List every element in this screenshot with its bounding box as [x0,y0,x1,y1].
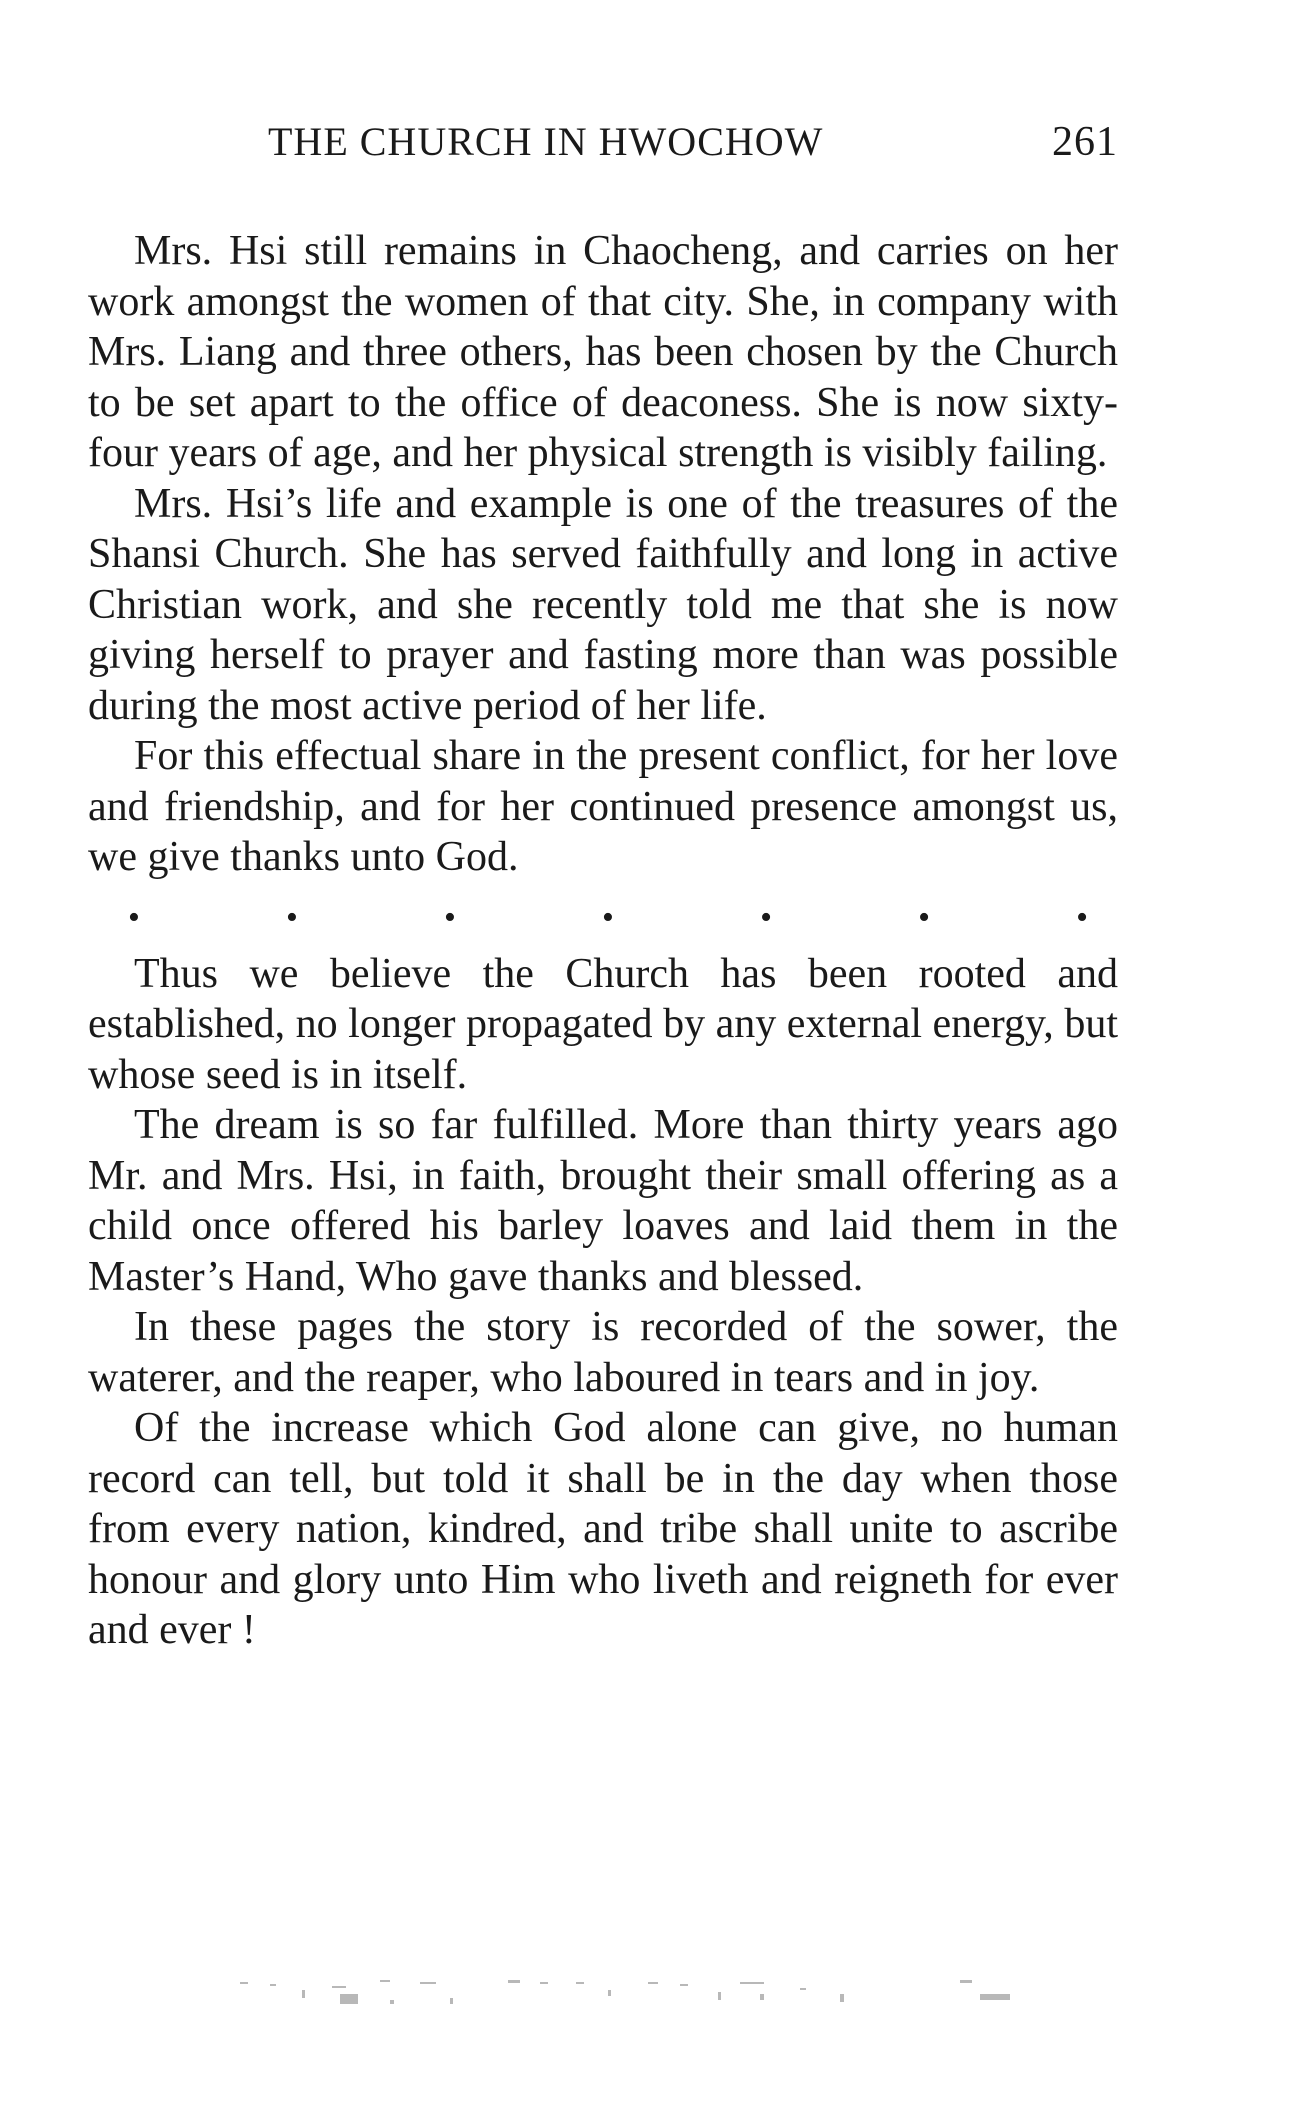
paragraph: Thus we believe the Church has been rooted and established, no longer propagated by any external energy, but whose seed is in itself. [88,950,1118,1098]
running-head [88,118,1118,178]
book-page [88,118,1118,1656]
separator-dot: • [286,898,298,936]
paragraph: The dream is so far fulfilled. More than thirty years ago Mr. and Mrs. Hsi, in faith, brought their small offering as a child once offered his barley loaves and laid them in the Master’s Hand, Who gave thanks and blessed. [88,1102,1118,1300]
section-separator [88,893,1118,943]
scan-artifact [240,1972,1100,2012]
body-text [88,226,1118,1656]
separator-dot: • [1076,898,1088,936]
separator-dot: • [128,898,140,936]
separator-dot: • [602,898,614,936]
paragraph: In these pages the story is recorded of the sower, the waterer, and the reaper, who laboured in tears and in joy. [88,1304,1118,1401]
running-title: THE CHURCH IN HWOCHOW [268,119,824,164]
separator-dot: • [444,898,456,936]
separator-dot: • [760,898,772,936]
page-number: 261 [1052,119,1118,165]
paragraph: Mrs. Hsi’s life and example is one of the treasures of the Shansi Church. She has served faithfully and long in active Christian work, and she recently told me that she is now giving herself to prayer and fasting more than was possible during the most active period of her life. [88,480,1118,729]
paragraph: Of the increase which God alone can give, no human record can tell, but told it shall be in the day when those from every nation, kindred, and tribe shall unite to ascribe honour and glory unto Him who liveth and reigneth for ever and ever ! [88,1405,1118,1653]
paragraph: For this effectual share in the present conflict, for her love and friendship, and for her continued presence amongst us, we give thanks unto God. [88,733,1118,880]
separator-dot: • [918,898,930,936]
paragraph: Mrs. Hsi still remains in Chaocheng, and carries on her work amongst the women of that city. She, in company with Mrs. Liang and three others, has been chosen by the Church to be set apart to the office of deaconess. She is now sixty-four years of age, and her physical strength is visibly failing. [88,228,1118,476]
